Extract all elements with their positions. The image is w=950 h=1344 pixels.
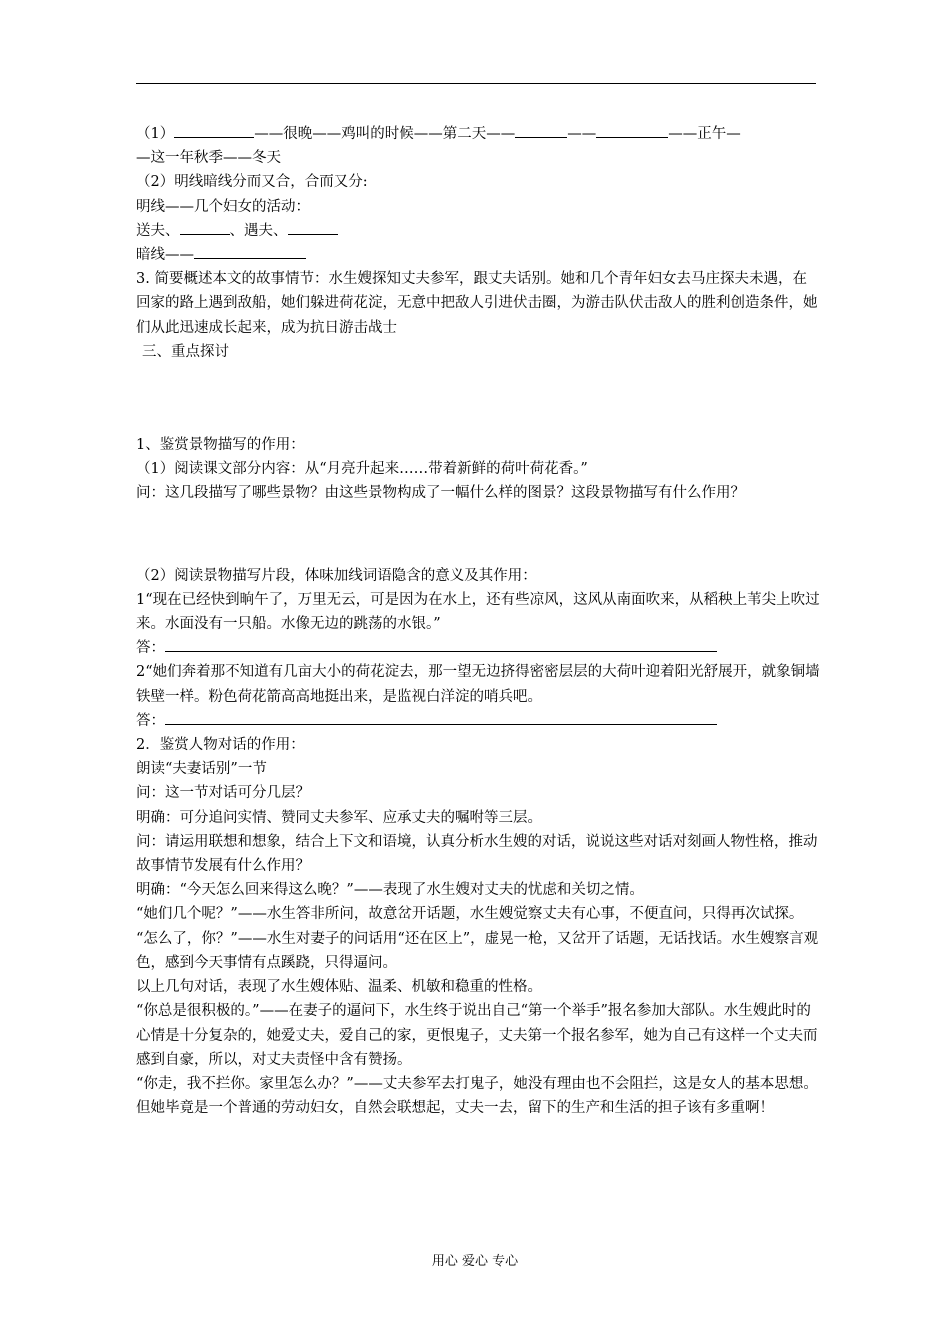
story-summary: 3. 简要概述本文的故事情节：水生嫂探知丈夫参军，跟丈夫话别。她和几个青年妇女去马庄探夫未遇，在回家的路上遇到敌船，她们躲进荷花淀，无意中把敌人引进伏击圈，为游击队伏击敌人的胜利创造条件，她们从此迅速成长起来，成为抗日游击战士 (136, 271, 818, 336)
text: （1） (136, 126, 175, 142)
excerpt-1: 1“现在已经快到晌午了，万里无云，可是因为在水上，还有些凉风，这风从南面吹来，从稻秧上苇尖上吹过来。水面没有一只船。水像无边的跳荡的水银。” (136, 591, 820, 633)
paragraph: “怎么了，你？”——水生对妻子的问话用“还在区上”，虚晃一枪，又岔开了话题，无话找话。水生嫂察言观色，感到今天事情有点蹊跷，只得逼问。 (136, 930, 819, 971)
text: 送夫、 (136, 222, 180, 239)
text: ——很晚——鸡叫的时候——第二天—— (254, 126, 516, 142)
answer-line-1 (136, 636, 820, 660)
answer-blank[interactable] (596, 123, 668, 138)
document-body (136, 122, 820, 1120)
paragraph: 明确：可分追问实情、赞同丈夫参军、应承丈夫的嘱咐等三层。 (136, 809, 542, 826)
answer-blank[interactable] (165, 710, 717, 725)
answer-blank[interactable] (288, 220, 338, 235)
line-2: （2）明线暗线分而又合，合而又分: (136, 174, 368, 191)
answer-line-2 (136, 709, 820, 733)
excerpt-2: 2“她们奔着那不知道有几亩大小的荷花淀去，那一望无边挤得密密层层的大荷叶迎着阳光舒展开，就象铜墙铁壁一样。粉色荷花箭高高地挺出来，是监视白洋淀的哨兵吧。 (136, 664, 820, 705)
answer-blank[interactable] (180, 220, 230, 235)
answer-label: 答： (136, 640, 165, 657)
question-1-2: （2）阅读景物描写片段，体味加线词语隐含的意义及其作用： (136, 567, 537, 584)
line-3: 明线——几个妇女的活动： (136, 198, 310, 215)
paragraph: 朗读“夫妻话别”一节 (136, 761, 267, 778)
page-footer: 用心 爱心 专心 (431, 1254, 519, 1269)
paragraph: 问：请运用联想和想象，结合上下文和语境，认真分析水生嫂的对话，说说这些对话对刻画人物性格，推动故事情节发展有什么作用？ (136, 833, 818, 875)
paragraph: “你总是很积极的。”——在妻子的逼问下，水生终于说出自己“第一个举手”报名参加大部队。水生嫂此时的心情是十分复杂的，她爱丈夫，爱自己的家，更恨鬼子，丈夫第一个报名参军，她为自己有这样一个丈夫而感到自豪，所以，对丈夫责怪中含有赞扬。 (136, 1003, 818, 1068)
text: 暗线—— (136, 247, 194, 264)
section-heading: 三、重点探讨 (142, 343, 229, 360)
paragraph: “你走，我不拦你。家里怎么办？”——丈夫参军去打鬼子，她没有理由也不会阻拦，这是女人的基本思想。但她毕竟是一个普通的劳动妇女，自然会联想起，丈夫一去，留下的生产和生活的担子该有多重啊！ (136, 1075, 818, 1117)
text: 、遇夫、 (229, 222, 288, 239)
paragraph: 明确：“今天怎么回来得这么晚？”——表现了水生嫂对丈夫的忧虑和关切之情。 (136, 882, 644, 899)
question-1-1: （1）阅读课文部分内容：从“月亮升起来……带着新鲜的荷叶荷花香。” (136, 461, 588, 478)
paragraph: “她们几个呢？”——水生答非所问，故意岔开话题，水生嫂觉察丈夫有心事，不便直问，只得再次试探。 (136, 906, 804, 923)
line-1 (136, 122, 820, 146)
header-rule (136, 83, 816, 84)
paragraph: 问：这一节对话可分几层？ (136, 785, 310, 802)
line-4 (136, 219, 820, 243)
line-5 (136, 243, 820, 267)
answer-blank[interactable] (174, 123, 254, 138)
question-1-heading: 1、鉴赏景物描写的作用： (136, 437, 305, 454)
line-1-cont: —这一年秋季——冬天 (136, 150, 281, 167)
answer-label: 答： (136, 712, 165, 729)
answer-blank[interactable] (165, 637, 717, 652)
question-2-heading: 2．鉴赏人物对话的作用： (136, 737, 305, 754)
answer-blank[interactable] (515, 123, 567, 138)
paragraph: 以上几句对话，表现了水生嫂体贴、温柔、机敏和稳重的性格。 (136, 979, 542, 996)
answer-blank[interactable] (194, 244, 306, 259)
text: —— (567, 126, 597, 142)
question-1-1-ask: 问：这几段描写了哪些景物？由这些景物构成了一幅什么样的图景？这段景物描写有什么作用？ (136, 485, 745, 502)
text: ——正午— (668, 126, 741, 142)
